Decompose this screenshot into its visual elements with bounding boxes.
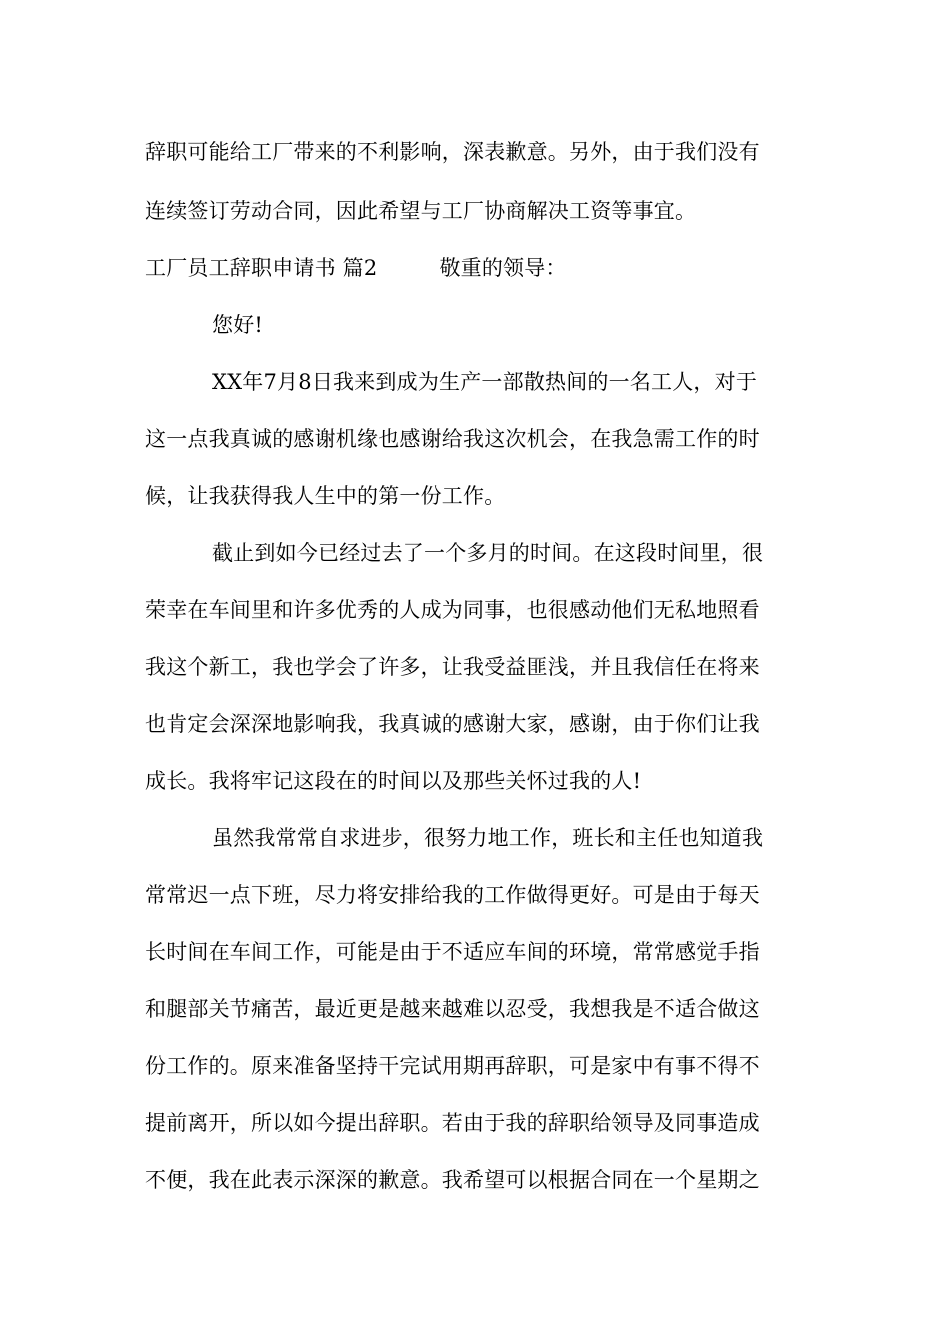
text-line: 常常迟一点下班，尽力将安排给我的工作做得更好。可是由于每天 xyxy=(145,883,760,907)
text-line: 荣幸在车间里和许多优秀的人成为同事，也很感动他们无私地照看 xyxy=(145,598,760,622)
text-line: 和腿部关节痛苦，最近更是越来越难以忍受，我想我是不适合做这 xyxy=(145,997,760,1021)
text-line: 成长。我将牢记这段在的时间以及那些关怀过我的人! xyxy=(145,769,642,793)
section-heading-row xyxy=(145,253,567,283)
text-line: 也肯定会深深地影响我，我真诚的感谢大家，感谢，由于你们让我 xyxy=(145,712,760,736)
text-line: 辞职可能给工厂带来的不利影响，深表歉意。另外，由于我们没有 xyxy=(145,140,760,164)
text-line: 不便，我在此表示深深的歉意。我希望可以根据合同在一个星期之 xyxy=(145,1168,760,1192)
text-line: 提前离开，所以如今提出辞职。若由于我的辞职给领导及同事造成 xyxy=(145,1111,760,1135)
text-line: XX年7月8日我来到成为生产一部散热间的一名工人，对于 xyxy=(212,370,758,394)
text-line: 我这个新工，我也学会了许多，让我受益匪浅，并且我信任在将来 xyxy=(145,655,760,679)
text-line: 份工作的。原来准备坚持干完试用期再辞职，可是家中有事不得不 xyxy=(145,1054,760,1078)
text-line: 这一点我真诚的感谢机缘也感谢给我这次机会，在我急需工作的时 xyxy=(145,427,760,451)
text-line: 长时间在车间工作，可能是由于不适应车间的环境，常常感觉手指 xyxy=(145,940,760,964)
section-heading: 工厂员工辞职申请书 篇2 xyxy=(145,256,378,280)
text-line: 连续签订劳动合同，因此希望与工厂协商解决工资等事宜。 xyxy=(145,199,697,223)
salutation: 敬重的领导： xyxy=(439,256,567,280)
text-line: 虽然我常常自求进步，很努力地工作，班长和主任也知道我 xyxy=(212,826,764,850)
text-line: 候，让我获得我人生中的第一份工作。 xyxy=(145,484,506,508)
text-line: 截止到如今已经过去了一个多月的时间。在这段时间里，很 xyxy=(212,541,764,565)
greeting: 您好! xyxy=(212,313,264,337)
